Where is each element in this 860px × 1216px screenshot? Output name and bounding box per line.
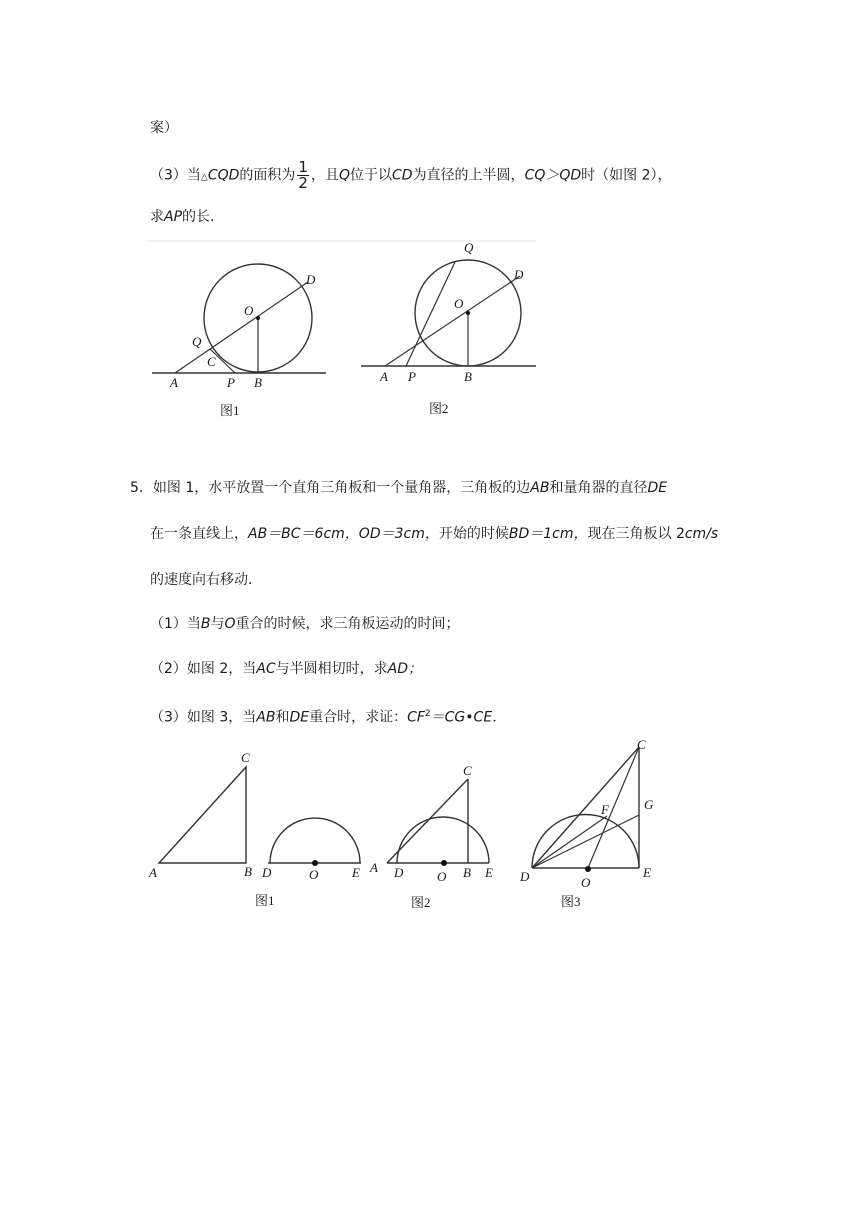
figures-q4 [148,238,548,428]
q5-part1: （1）当B与O重合的时候，求三角板运动的时间； [150,616,460,632]
label-A: A [149,865,157,880]
label-O: O [244,303,254,318]
label-A: A [170,375,178,390]
label-C: C [241,750,250,765]
q4-part3-line1: （3）当△CQD的面积为 $\frac{1}{2}$ ，且Q位于以CD为直径的上半圆，CQ＞QD时（如图 2）， [150,158,672,192]
label-P: P [227,375,235,390]
figure-3-triangle-protractor [519,737,654,909]
label-D: D [306,272,316,287]
q5-part3: （3）如图 3，当AB和DE重合时，求证：$CF^2=CG•CE$． [150,709,507,726]
label-C: C [207,354,216,369]
figure-2-triangle-protractor [369,763,493,910]
label-E-fig3: E [643,865,651,880]
figure-1-caption: 图1 [220,403,240,418]
q5-part2: （2）如图 2，当AC与半圆相切时，求AD； [150,661,422,677]
figure-1-circle-tangent [152,264,326,418]
label-B-fig2: B [463,865,471,880]
label-A-fig2: A [370,860,378,875]
figure-1-caption: 图1 [255,893,275,908]
q4-part3-line2: 求AP的长． [150,209,225,225]
figure-2-circle-tangent [361,240,536,416]
figures-q5 [145,735,665,915]
label-G-fig3: G [644,797,654,812]
label-D-fig3: D [520,869,530,884]
label-A-fig2: A [380,369,388,384]
label-O: O [309,867,319,882]
label-D: D [262,865,272,880]
label-P-fig2: P [408,369,416,384]
q5-line3: 的速度向右移动． [150,572,262,588]
label-B: B [244,864,252,879]
label-C-fig2: C [463,763,472,778]
figure-2-caption: 图2 [429,401,449,416]
q5-line2: 在一条直线上，AB＝BC＝6cm，OD＝3cm，开始的时候BD＝1cm，现在三角板以 2cm/s [150,526,719,542]
continued-text: 案） [150,120,178,136]
label-C-fig3: C [637,737,646,752]
label-E-fig2: E [485,865,493,880]
label-D-fig2: D [514,267,524,282]
label-F-fig3: F [601,802,609,817]
label-B-fig2: B [464,369,472,384]
label-O-fig3: O [581,875,591,890]
label-O-fig2: O [454,296,464,311]
q5-line1: 5．如图 1，水平放置一个直角三角板和一个量角器，三角板的边AB和量角器的直径DE [130,480,668,496]
figure-3-caption: 图3 [561,894,581,909]
label-E: E [352,865,360,880]
label-Q: Q [192,334,202,349]
figure-2-caption: 图2 [411,895,431,910]
label-Q-fig2: Q [464,240,474,255]
figure-1-triangle-protractor [148,750,361,908]
label-O-fig2: O [437,869,447,884]
label-B: B [254,375,262,390]
fraction-one-half: $\frac{1}{2}$ [298,158,308,192]
label-D-fig2: D [394,865,404,880]
